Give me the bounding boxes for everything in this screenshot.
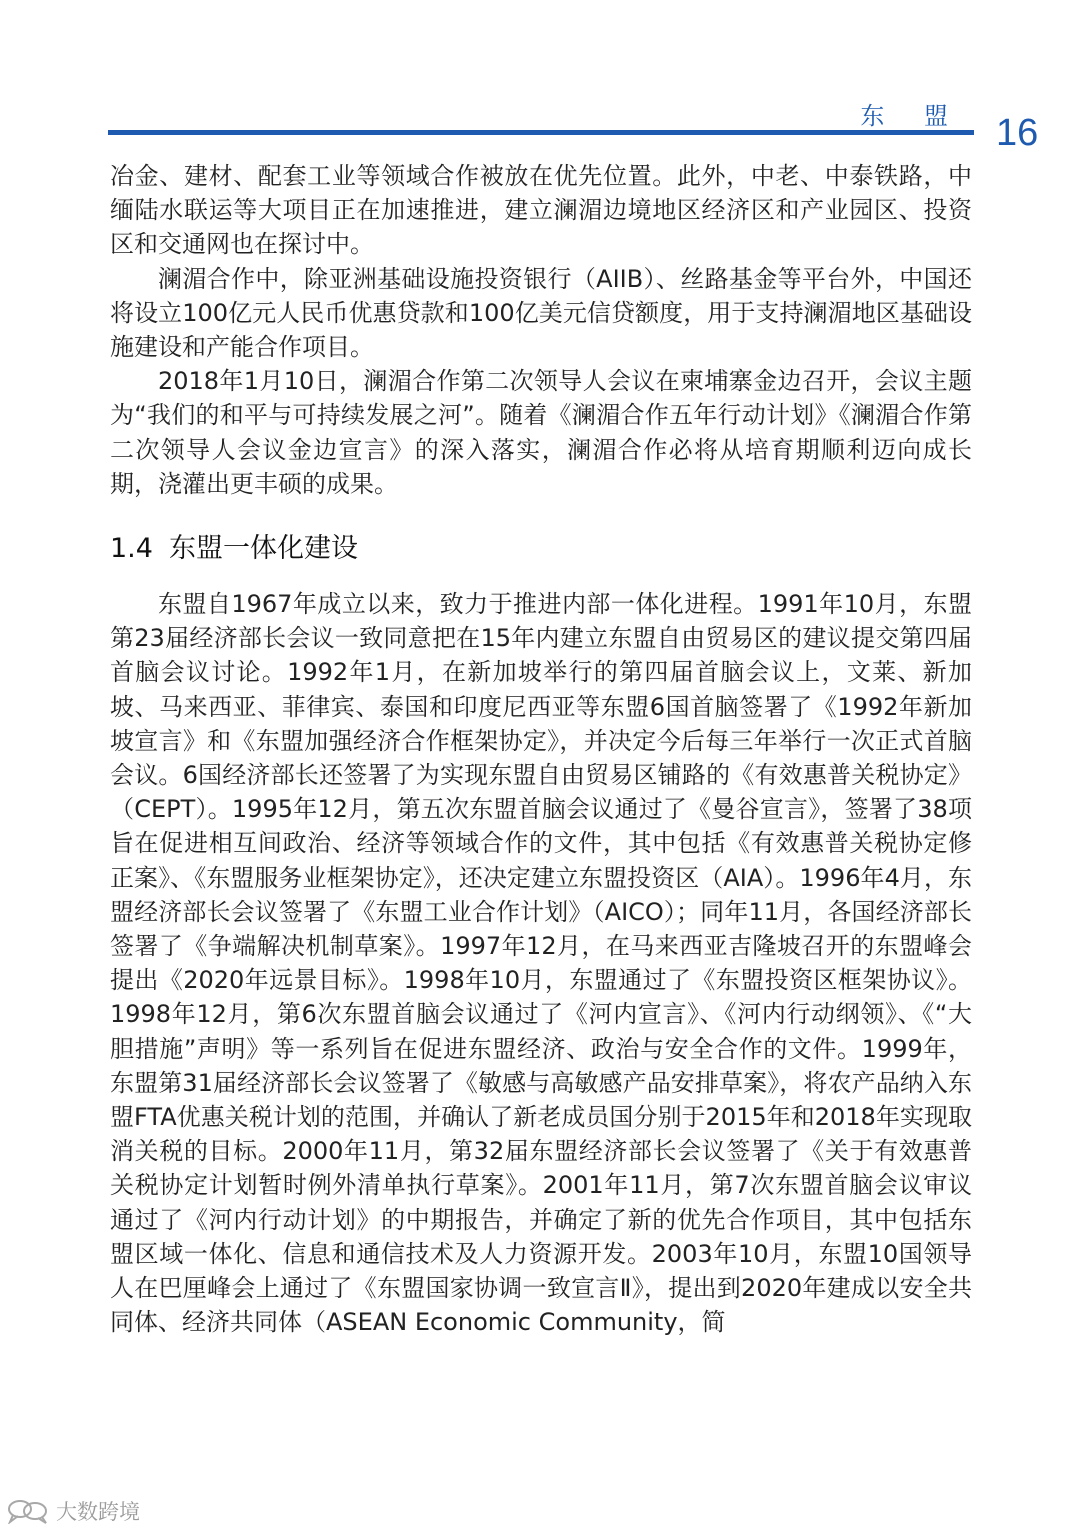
paragraph-lancang-mekong-finance: 澜湄合作中，除亚洲基础设施投资银行（AIIB）、丝路基金等平台外，中国还将设立100亿元人民币优惠贷款和100亿美元信贷额度，用于支持澜湄地区基础设施建设和产能合作项目。 [110,264,972,362]
section-title: 东盟一体化建设 [168,533,358,564]
top-text-block [110,159,972,501]
section-heading [110,526,358,565]
paragraph-continued: 冶金、建材、配套工业等领域合作被放在优先位置。此外，中老、中泰铁路，中缅陆水联运等大项目正在加速推进，建立澜湄边境地区经济区和产业园区、投资区和交通网也在探讨中。 [110,162,972,259]
section-number: 1.4 [110,533,153,564]
header-title: 东 盟 [860,102,964,130]
paragraph-lancang-mekong-summit: 2018年1月10日，澜湄合作第二次领导人会议在柬埔寨金边召开，会议主题为“我们的和平与可持续发展之河”。随着《澜湄合作五年行动计划》《澜湄合作第二次领导人会议金边宣言》的深入落实，澜湄合作必将从培育期顺利迈向成长期，浇灌出更丰硕的成果。 [110,367,972,498]
header-rule [108,130,974,135]
page-number: 16 [996,112,1039,154]
watermark-text: 大数跨境 [56,1500,140,1524]
chat-bubbles-icon [6,1498,50,1524]
watermark [6,1496,140,1526]
section-text-block [110,587,972,1339]
paragraph-asean-integration: 东盟自1967年成立以来，致力于推进内部一体化进程。1991年10月，东盟第23届经济部长会议一致同意把在15年内建立东盟自由贸易区的建议提交第四届首脑会议讨论。1992年1月，在新加坡举行的第四届首脑会议上，文莱、新加坡、马来西亚、菲律宾、泰国和印度尼西亚等东盟6国首脑签署了《1992年新加坡宣言》和《东盟加强经济合作框架协定》，并决定今后每三年举行一次正式首脑会议。6国经济部长还签署了为实现东盟自由贸易区铺路的《有效惠普关税协定》（CEPT）。1995年12月，第五次东盟首脑会议通过了《曼谷宣言》，签署了38项旨在促进相互间政治、经济等领域合作的文件，其中包括《有效惠普关税协定修正案》、《东盟服务业框架协定》，还决定建立东盟投资区（AIA）。1996年4月，东盟经济部长会议签署了《东盟工业合作计划》（AICO）；同年11月，各国经济部长签署了《争端解决机制草案》。1997年12月，在马来西亚吉隆坡召开的东盟峰会提出《2020年远景目标》。1998年10月，东盟通过了《东盟投资区框架协议》。1998年12月，第6次东盟首脑会议通过了《河内宣言》、《河内行动纲领》、《“大胆措施”声明》等一系列旨在促进东盟经济、政治与安全合作的文件。1999年，东盟第31届经济部长会议签署了《敏感与高敏感产品安排草案》，将农产品纳入东盟FTA优惠关税计划的范围，并确认了新老成员国分别于2015年和2018年实现取消关税的目标。2000年11月，第32届东盟经济部长会议签署了《关于有效惠普关税协定计划暂时例外清单执行草案》。2001年11月，第7次东盟首脑会议审议通过了《河内行动计划》的中期报告，并确定了新的优先合作项目，其中包括东盟区域一体化、信息和通信技术及人力资源开发。2003年10月，东盟10国领导人在巴厘峰会上通过了《东盟国家协调一致宣言Ⅱ》，提出到2020年建成以安全共同体、经济共同体（ASEAN Economic Community，简 [110,590,972,1337]
